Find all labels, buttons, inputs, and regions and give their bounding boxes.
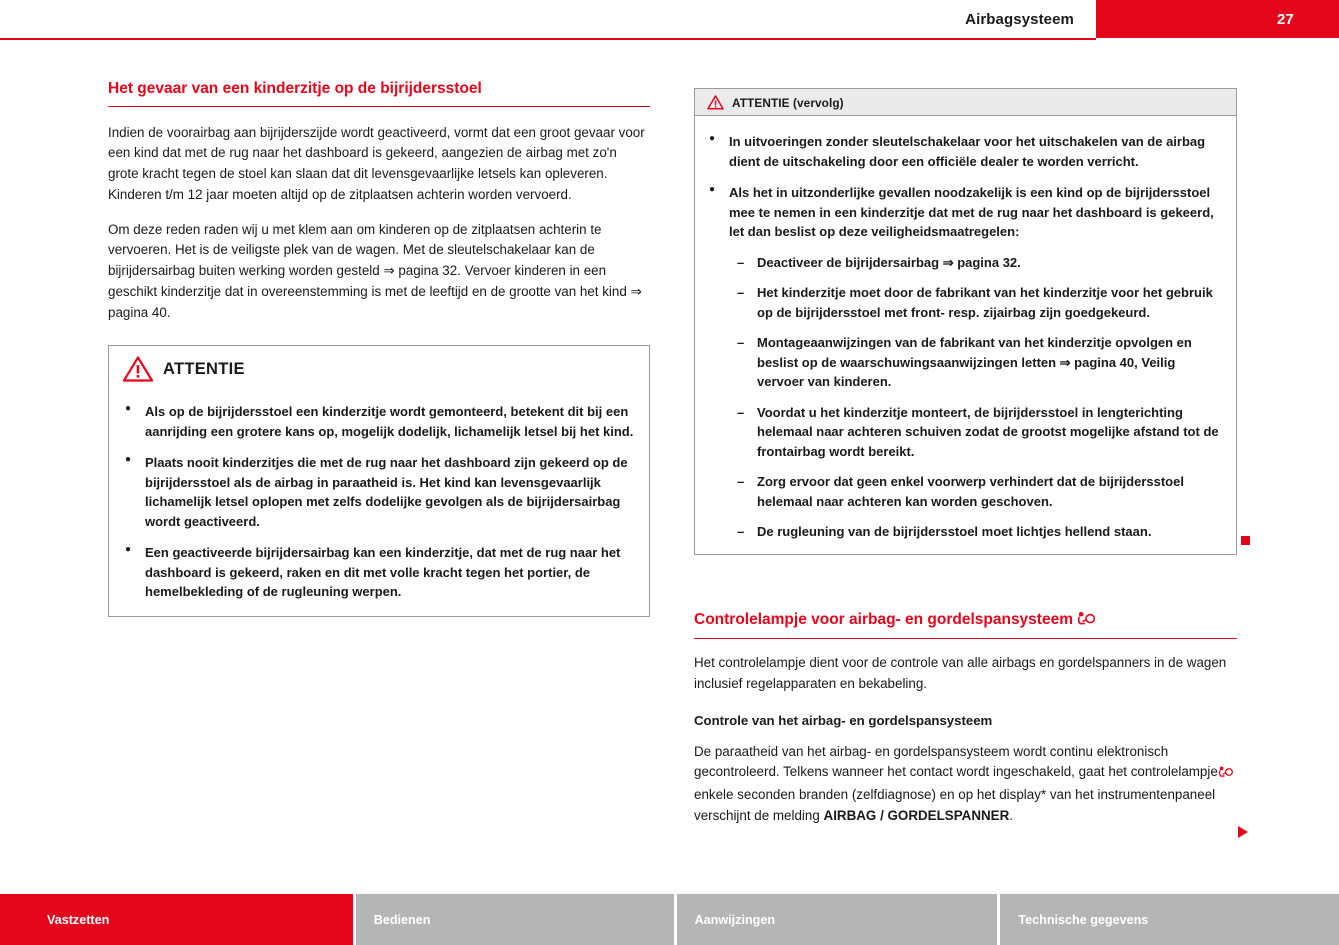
list-item: ● In uitvoeringen zonder sleutelschakelaar voor het uitschakelen van de airbag dient de uitschakeling door een officiële dealer te worden verricht. — [707, 132, 1224, 171]
attention-cont-dash-list — [737, 253, 1224, 542]
left-section-title: Het gevaar van een kinderzitje op de bijrijdersstoel — [108, 80, 650, 107]
list-item: – Montageaanwijzingen van de fabrikant van het kinderzitje opvolgen en beslist op de waarschuwingsaanwijzingen letten ⇒ pagina 40, Veilig vervoer van kinderen. — [737, 333, 1224, 392]
footer-tab-label: Vastzetten — [47, 912, 110, 927]
airbag-indicator-icon — [1077, 610, 1095, 632]
list-item: ● Als het in uitzonderlijke gevallen noodzakelijk is een kind op de bijrijdersstoel mee te nemen in een kinderzitje dat met de rug naar het dashboard is gekeerd, let dan beslist op deze veiligheidsmaatregelen: — [707, 183, 1224, 242]
page-header — [0, 0, 1339, 40]
continuation-triangle-marker — [1238, 826, 1248, 838]
footer-tab-technische-gegevens[interactable] — [1000, 894, 1339, 945]
right-column — [694, 88, 1237, 827]
list-item: – Het kinderzitje moet door de fabrikant van het kinderzitje voor het gebruik op de bijrijdersstoel met front- resp. zijairbag zijn goedgekeurd. — [737, 283, 1224, 322]
footer-tab-vastzetten[interactable] — [0, 894, 353, 945]
attention-cont-bullet-list — [707, 132, 1224, 242]
footer-tab-bedienen[interactable] — [356, 894, 674, 945]
list-item: – Deactiveer de bijrijdersairbag ⇒ pagina 32. — [737, 253, 1224, 273]
right-sub-head: Controle van het airbag- en gordelspansysteem — [694, 712, 993, 728]
list-item: ● Als op de bijrijdersstoel een kinderzitje wordt gemonteerd, betekent dit bij een aanrijding een grotere kans op, mogelijk dodelijk, lichamelijk letsel bij het kind. — [123, 402, 635, 441]
airbag-indicator-icon-inline — [1218, 764, 1233, 785]
continuation-square-marker — [1241, 536, 1250, 545]
footer-tab-label: Bedienen — [373, 912, 431, 927]
right-paragraph-2-part1: De paraatheid van het airbag- en gordelspansysteem wordt continu elektronisch gecontroleerd. Telkens wanneer het contact wordt ingeschakeld, gaat het controlelampje — [694, 743, 1218, 780]
attention-cont-header — [695, 89, 1236, 116]
attention-cont-box — [694, 88, 1237, 555]
footer-tab-aanwijzingen[interactable] — [677, 894, 998, 945]
attention-cont-title: ATTENTIE (vervolg) — [732, 95, 844, 110]
left-paragraph-2: Om deze reden raden wij u met klem aan om kinderen op de zitplaatsen achterin te vervoeren. Het is de veiligste plek van de wagen. Met de sleutelschakelaar kan de bijrijdersairbag buiten werking worden gesteld ⇒ pagina 32. Vervoer kinderen in een geschikt kinderzitje dat in overeenstemming is met de leeftijd en de grootte van het kind ⇒ pagina 40. — [108, 221, 642, 320]
attention-box — [108, 345, 650, 617]
header-red-rule — [0, 38, 1096, 40]
attention-box-header — [109, 346, 649, 390]
warning-triangle-icon — [123, 356, 153, 382]
list-item: ● Een geactiveerde bijrijdersairbag kan een kinderzitje, dat met de rug naar het dashboard is gekeerd, raken en dit met volle kracht tegen het portier, de hemelbekleding of de rugleuning werpen. — [123, 543, 635, 602]
list-item: – Zorg ervoor dat geen enkel voorwerp verhindert dat de bijrijdersstoel helemaal naar achteren kan worden geschoven. — [737, 472, 1224, 511]
right-paragraph-1: Het controlelampje dient voor de controle van alle airbags en gordelspanners in de wagen inclusief regelapparaten en bekabeling. — [694, 655, 1227, 691]
page-title: Airbagsysteem — [965, 11, 1074, 28]
header-white-area — [0, 0, 1096, 38]
right-paragraph-2-end: . — [1009, 807, 1014, 823]
footer-tab-label: Aanwijzingen — [694, 912, 776, 927]
attention-bullet-list — [123, 402, 635, 602]
attention-box-title: ATTENTIE — [163, 359, 245, 378]
attention-cont-subitems — [737, 253, 1224, 542]
footer-tab-label: Technische gegevens — [1018, 912, 1149, 927]
right-paragraph-2 — [694, 742, 1237, 827]
footer-tabs — [0, 894, 1339, 945]
attention-cont-body — [695, 116, 1236, 554]
right-section-title-text: Controlelampje voor airbag- en gordelspansysteem — [694, 610, 1073, 628]
right-paragraph-2-part2: enkele seconden branden (zelfdiagnose) en op het display* van het instrumentenpaneel verschijnt de melding — [694, 787, 1216, 823]
right-section-title — [694, 610, 1237, 640]
page-number: 27 — [1277, 11, 1294, 28]
right-paragraph-2-bold: AIRBAG / GORDELSPANNER — [823, 807, 1010, 823]
list-item: – De rugleuning van de bijrijdersstoel moet lichtjes hellend staan. — [737, 522, 1224, 542]
left-column — [108, 80, 650, 617]
warning-triangle-icon — [707, 95, 724, 110]
left-paragraph-1: Indien de voorairbag aan bijrijderszijde wordt geactiveerd, vormt dat een groot gevaar voor een kind dat met de rug naar het dashboard is gekeerd, aangezien de airbag met zo'n grote kracht tegen de stoel kan slaan dat dit levensgevaarlijke letsels kan opleveren. Kinderen t/m 12 jaar moeten altijd op de zitplaatsen achterin worden vervoerd. — [108, 124, 645, 202]
list-item: – Voordat u het kinderzitje monteert, de bijrijdersstoel in lengterichting helemaal naar achteren schuiven zodat de grootst mogelijke afstand tot de frontairbag wordt bereikt. — [737, 403, 1224, 462]
list-item: ● Plaats nooit kinderzitjes die met de rug naar het dashboard zijn gekeerd op de bijrijdersstoel als de airbag in paraatheid is. Het kind kan levensgevaarlijk lichamelijk letsel oplopen met zelfs dodelijke gevolgen als de bijrijdersairbag wordt geactiveerd. — [123, 453, 635, 531]
attention-box-body — [109, 390, 649, 616]
